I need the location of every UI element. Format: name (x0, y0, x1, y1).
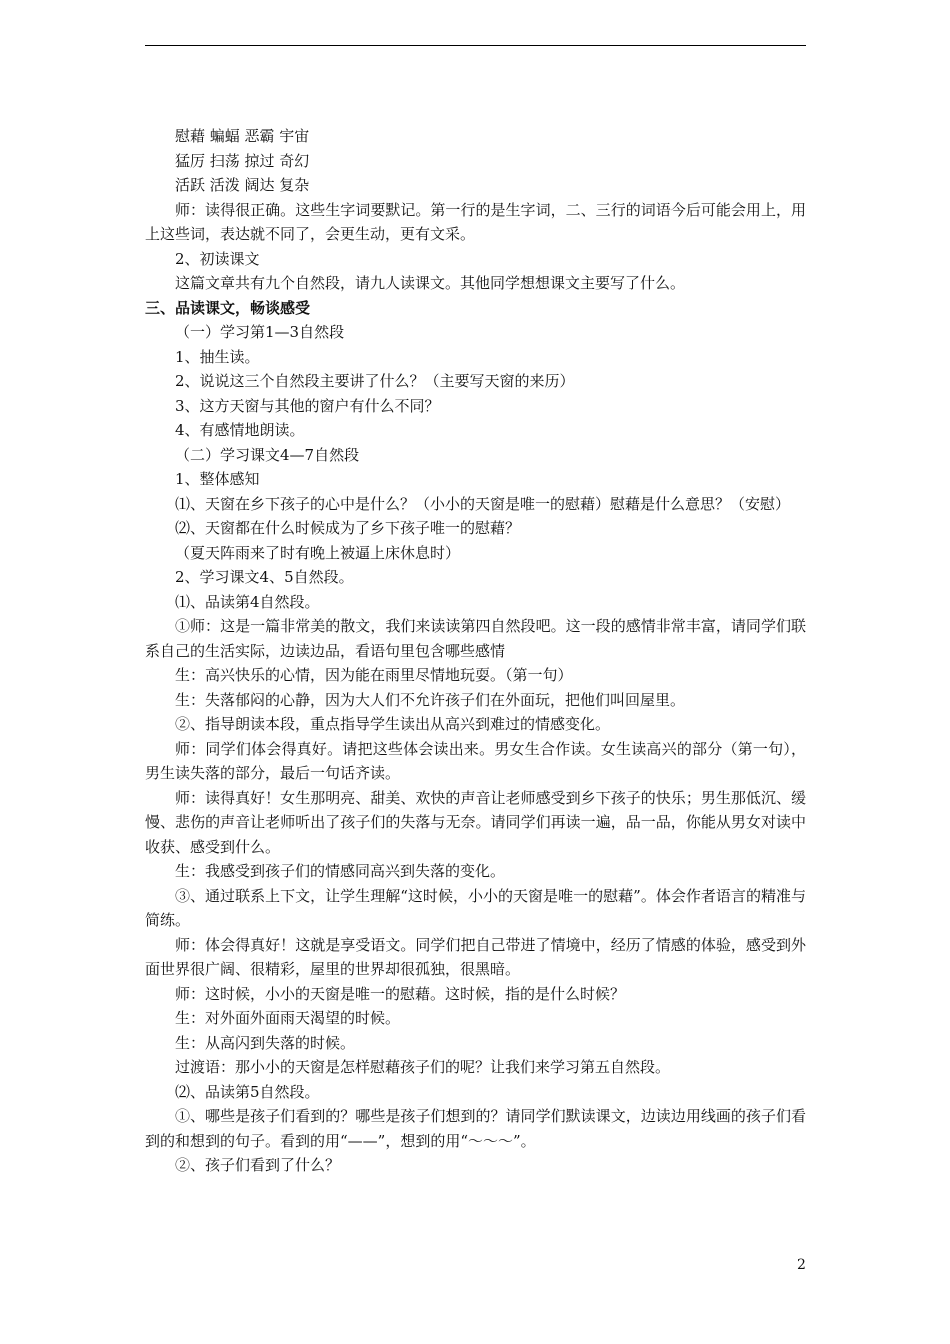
paragraph: ⑵、品读第5自然段。 (175, 1082, 320, 1101)
header-rule (145, 45, 806, 46)
paragraph: 师：读得真好！女生那明亮、甜美、欢快的声音让老师感受到乡下孩子的快乐；男生那低沉、缓慢、悲伤的声音让老师听出了孩子们的失落与无奈。请同学们再读一遍，品一品，你能从男女对读中收获、感受到什么。 (145, 788, 806, 856)
paragraph: ⑵、天窗都在什么时候成为了乡下孩子唯一的慰藉？ (175, 519, 521, 537)
paragraph: 师：同学们体会得真好。请把这些体会读出来。男女生合作读。女生读高兴的部分（第一句），男生读失落的部分，最后一句话齐读。 (145, 739, 806, 782)
paragraph: 师：体会得真好！这就是享受语文。同学们把自己带进了情境中，经历了情感的体验，感受到外面世界很广阔、很精彩，屋里的世界却很孤独，很黑暗。 (145, 935, 806, 978)
paragraph: 1、抽生读。 (175, 347, 260, 366)
paragraph: ①师：这是一篇非常美的散文，我们来读读第四自然段吧。这一段的感情非常丰富，请同学们联系自己的生活实际，边读边品，看语句里包含哪些感情 (145, 617, 806, 660)
section-heading: 三、品读课文，畅谈感受 (145, 298, 311, 317)
paragraph: 2、初读课文 (175, 249, 260, 268)
paragraph: ⑴、天窗在乡下孩子的心中是什么？（小小的天窗是唯一的慰藉）慰藉是什么意思？（安慰） (175, 494, 791, 513)
paragraph: 师：读得很正确。这些生字词要默记。第一行的是生字词，二、三行的词语今后可能会用上，用上这些词，表达就不同了，会更生动，更有文采。 (145, 200, 806, 243)
paragraph: 生：我感受到孩子们的情感同高兴到失落的变化。 (175, 862, 506, 880)
paragraph: ②、孩子们看到了什么？ (175, 1156, 341, 1174)
page-number: 2 (797, 1257, 806, 1273)
paragraph: （一）学习第1—3自然段 (175, 323, 345, 341)
paragraph: 师：这时候，小小的天窗是唯一的慰藉。这时候，指的是什么时候？ (175, 984, 626, 1003)
paragraph: 3、这方天窗与其他的窗户有什么不同？ (175, 396, 440, 415)
paragraph: 生：对外面外面雨天渴望的时候。 (175, 1009, 401, 1027)
paragraph: （二）学习课文4—7自然段 (175, 445, 360, 464)
paragraph: 生：失落郁闷的心静，因为大人们不允许孩子们在外面玩，把他们叫回屋里。 (175, 690, 686, 709)
paragraph: ③、通过联系上下文，让学生理解“这时候，小小的天窗是唯一的慰藉”。体会作者语言的精准与简练。 (145, 886, 806, 929)
paragraph: 4、有感情地朗读。 (175, 421, 305, 439)
paragraph: 生：高兴快乐的心情，因为能在雨里尽情地玩耍。（第一句） (175, 666, 573, 684)
paragraph: 生：从高闪到失落的时候。 (175, 1033, 356, 1052)
document-body (145, 124, 806, 1178)
paragraph: 这篇文章共有九个自然段，请九人读课文。其他同学想想课文主要写了什么。 (175, 274, 686, 292)
paragraph: 1、整体感知 (175, 470, 260, 488)
paragraph: 2、说说这三个自然段主要讲了什么？（主要写天窗的来历） (175, 372, 575, 390)
paragraph: （夏天阵雨来了时有晚上被逼上床休息时） (175, 543, 461, 562)
paragraph: ②、指导朗读本段，重点指导学生读出从高兴到难过的情感变化。 (175, 715, 611, 733)
paragraph: 猛厉 扫荡 掠过 奇幻 (175, 151, 310, 170)
paragraph: 慰藉 蝙蝠 恶霸 宇宙 (175, 127, 310, 145)
paragraph: 活跃 活泼 阔达 复杂 (175, 176, 310, 194)
paragraph: ①、哪些是孩子们看到的？哪些是孩子们想到的？请同学们默读课文，边读边用线画的孩子们看到的和想到的句子。看到的用“——”，想到的用“～～～”。 (145, 1107, 806, 1150)
paragraph: 2、学习课文4、5自然段。 (175, 568, 354, 586)
paragraph: ⑴、品读第4自然段。 (175, 592, 320, 611)
paragraph: 过渡语：那小小的天窗是怎样慰藉孩子们的呢？让我们来学习第五自然段。 (175, 1058, 671, 1076)
